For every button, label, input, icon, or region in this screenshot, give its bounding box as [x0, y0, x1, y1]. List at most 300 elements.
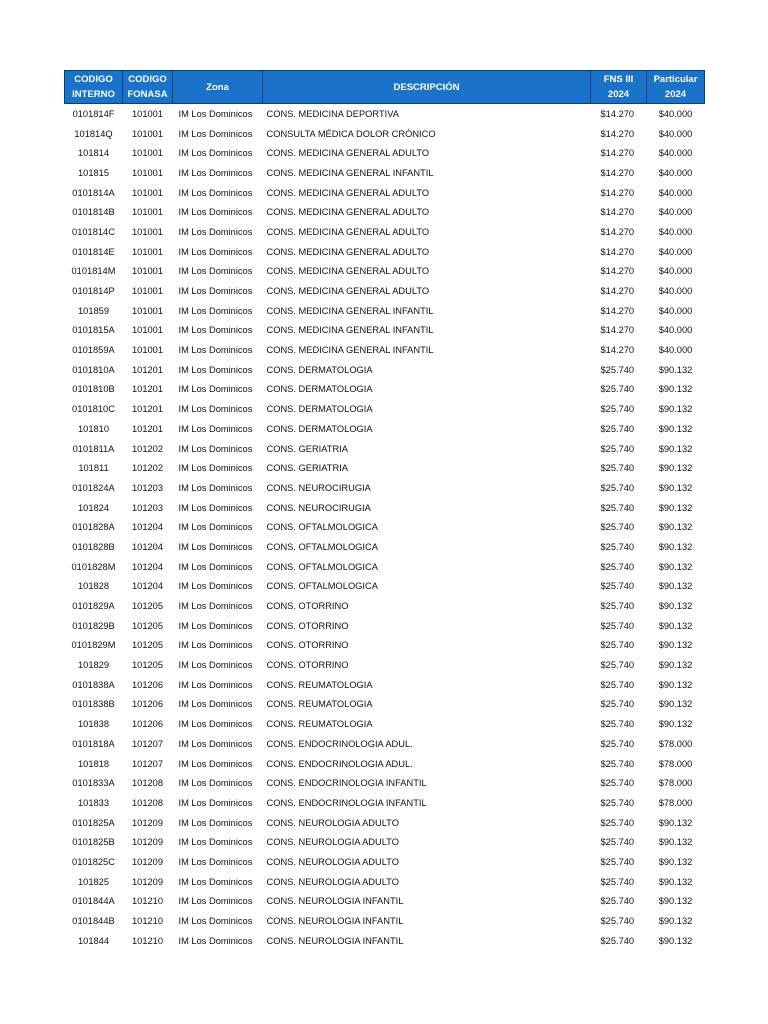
cell-descripcion: CONS. OTORRINO: [266, 640, 349, 651]
cell-particular: $78.000: [658, 738, 693, 749]
cell-codigo-fonasa: 101208: [131, 797, 164, 808]
cell-codigo-fonasa: 101202: [131, 443, 164, 454]
cell-descripcion: CONS. NEUROLOGIA INFANTIL: [266, 935, 404, 946]
cell-particular: $90.132: [658, 620, 693, 631]
cell-codigo-interno: 101829: [77, 660, 110, 671]
table-row[interactable]: [65, 714, 705, 734]
cell-codigo-interno: 0101833A: [72, 778, 115, 789]
cell-codigo-fonasa: 101001: [131, 207, 164, 218]
cell-zona: IM Los Dominicos: [178, 167, 253, 178]
cell-particular: $90.132: [658, 404, 693, 415]
cell-zona: IM Los Dominicos: [178, 896, 253, 907]
cell-codigo-interno: 0101838B: [72, 699, 115, 710]
cell-descripcion: CONS. OFTALMOLOGICA: [266, 541, 378, 552]
cell-zona: IM Los Dominicos: [178, 817, 253, 828]
table-row[interactable]: [65, 104, 705, 124]
cell-particular: $90.132: [658, 423, 693, 434]
cell-zona: IM Los Dominicos: [178, 758, 253, 769]
cell-particular: $40.000: [658, 167, 693, 178]
table-row[interactable]: [65, 813, 705, 833]
cell-fns: $25.740: [600, 837, 635, 848]
cell-codigo-interno: 0101814A: [72, 187, 115, 198]
cell-codigo-fonasa: 101001: [131, 325, 164, 336]
cell-zona: IM Los Dominicos: [178, 719, 253, 730]
table-row[interactable]: [65, 124, 705, 144]
cell-codigo-fonasa: 101205: [131, 660, 164, 671]
table-row[interactable]: [65, 183, 705, 203]
cell-zona: IM Los Dominicos: [178, 207, 253, 218]
table-row[interactable]: [65, 557, 705, 577]
cell-codigo-fonasa: 101204: [131, 541, 164, 552]
cell-descripcion: CONS. ENDOCRINOLOGIA INFANTIL: [266, 797, 427, 808]
table-row[interactable]: [65, 301, 705, 321]
cell-descripcion: CONS. MEDICINA GENERAL INFANTIL: [266, 325, 434, 336]
cell-zona: IM Los Dominicos: [178, 463, 253, 474]
cell-descripcion: CONS. NEUROLOGIA ADULTO: [266, 856, 399, 867]
cell-fns: $25.740: [600, 561, 635, 572]
table-row[interactable]: [65, 380, 705, 400]
cell-descripcion: CONS. MEDICINA GENERAL INFANTIL: [266, 345, 434, 356]
cell-fns: $25.740: [600, 463, 635, 474]
table-row[interactable]: [65, 734, 705, 754]
cell-particular: $78.000: [658, 797, 693, 808]
table-row[interactable]: [65, 892, 705, 912]
cell-descripcion: CONS. MEDICINA GENERAL ADULTO: [266, 246, 430, 257]
table-row[interactable]: [65, 636, 705, 656]
cell-codigo-interno: 0101844A: [72, 896, 115, 907]
cell-codigo-fonasa: 101204: [131, 561, 164, 572]
cell-fns: $25.740: [600, 719, 635, 730]
cell-zona: IM Los Dominicos: [178, 856, 253, 867]
cell-codigo-fonasa: 101207: [131, 738, 164, 749]
cell-codigo-interno: 101859: [77, 305, 110, 316]
cell-zona: IM Los Dominicos: [178, 581, 253, 592]
cell-fns: $25.740: [600, 876, 635, 887]
table-row[interactable]: [65, 675, 705, 695]
cell-zona: IM Los Dominicos: [178, 522, 253, 533]
cell-zona: IM Los Dominicos: [178, 502, 253, 513]
cell-particular: $78.000: [658, 758, 693, 769]
cell-fns: $14.270: [600, 128, 635, 139]
cell-fns: $25.740: [600, 522, 635, 533]
cell-descripcion: CONS. MEDICINA GENERAL ADULTO: [266, 207, 430, 218]
cell-codigo-interno: 101828: [77, 581, 110, 592]
cell-fns: $25.740: [600, 916, 635, 927]
cell-fns: $14.270: [600, 286, 635, 297]
cell-fns: $25.740: [600, 758, 635, 769]
header-fns-line1: FNS III: [603, 74, 634, 85]
table-row[interactable]: [65, 281, 705, 301]
cell-descripcion: CONS. OFTALMOLOGICA: [266, 581, 378, 592]
cell-codigo-interno: 0101859A: [72, 345, 115, 356]
cell-fns: $14.270: [600, 266, 635, 277]
cell-codigo-interno: 0101814E: [72, 246, 115, 257]
cell-codigo-fonasa: 101206: [131, 719, 164, 730]
cell-descripcion: CONS. DERMATOLOGIA: [266, 364, 373, 375]
cell-particular: $90.132: [658, 935, 693, 946]
table-row[interactable]: [65, 399, 705, 419]
cell-codigo-interno: 101815: [77, 167, 110, 178]
cell-particular: $90.132: [658, 463, 693, 474]
cell-descripcion: CONS. NEUROLOGIA ADULTO: [266, 817, 399, 828]
cell-codigo-interno: 101811: [78, 463, 109, 474]
cell-codigo-fonasa: 101001: [131, 187, 164, 198]
cell-codigo-interno: 0101828M: [71, 561, 116, 572]
cell-particular: $40.000: [658, 286, 693, 297]
table-row[interactable]: [65, 577, 705, 597]
table-row[interactable]: [65, 773, 705, 793]
cell-particular: $90.132: [658, 640, 693, 651]
cell-descripcion: CONS. MEDICINA GENERAL INFANTIL: [266, 167, 434, 178]
cell-fns: $25.740: [600, 541, 635, 552]
cell-descripcion: CONS. OTORRINO: [266, 660, 349, 671]
cell-zona: IM Los Dominicos: [178, 541, 253, 552]
cell-descripcion: CONS. MEDICINA GENERAL ADULTO: [266, 266, 430, 277]
cell-codigo-interno: 0101814B: [72, 207, 115, 218]
table-row[interactable]: [65, 419, 705, 439]
cell-zona: IM Los Dominicos: [178, 916, 253, 927]
cell-descripcion: CONS. MEDICINA GENERAL INFANTIL: [266, 305, 434, 316]
cell-codigo-fonasa: 101203: [131, 482, 164, 493]
cell-descripcion: CONS. REUMATOLOGIA: [266, 699, 373, 710]
header-codigo-interno-line1: CODIGO: [74, 74, 113, 85]
cell-codigo-fonasa: 101001: [131, 345, 164, 356]
cell-codigo-fonasa: 101001: [131, 305, 164, 316]
cell-codigo-interno: 0101814P: [72, 286, 115, 297]
cell-descripcion: CONS. ENDOCRINOLOGIA ADUL.: [266, 738, 413, 749]
cell-zona: IM Los Dominicos: [178, 620, 253, 631]
cell-descripcion: CONS. REUMATOLOGIA: [266, 679, 373, 690]
cell-zona: IM Los Dominicos: [178, 876, 253, 887]
cell-codigo-fonasa: 101201: [131, 384, 164, 395]
cell-zona: IM Los Dominicos: [178, 778, 253, 789]
cell-zona: IM Los Dominicos: [178, 286, 253, 297]
cell-codigo-interno: 0101829B: [72, 620, 115, 631]
cell-fns: $25.740: [600, 679, 635, 690]
cell-codigo-fonasa: 101203: [131, 502, 164, 513]
cell-codigo-fonasa: 101201: [131, 364, 164, 375]
cell-codigo-fonasa: 101001: [131, 226, 164, 237]
cell-zona: IM Los Dominicos: [178, 797, 253, 808]
price-table-container: [64, 70, 704, 951]
table-row[interactable]: [65, 163, 705, 183]
cell-codigo-fonasa: 101001: [131, 286, 164, 297]
table-row[interactable]: [65, 793, 705, 813]
cell-fns: $25.740: [600, 620, 635, 631]
cell-descripcion: CONSULTA MÉDICA DOLOR CRÓNICO: [266, 128, 436, 139]
cell-particular: $90.132: [658, 896, 693, 907]
header-particular-line1: Particular: [653, 74, 698, 85]
cell-particular: $90.132: [658, 817, 693, 828]
cell-particular: $90.132: [658, 837, 693, 848]
cell-zona: IM Los Dominicos: [178, 423, 253, 434]
table-row[interactable]: [65, 478, 705, 498]
cell-particular: $40.000: [658, 325, 693, 336]
cell-particular: $40.000: [658, 266, 693, 277]
cell-zona: IM Los Dominicos: [178, 443, 253, 454]
table-row[interactable]: [65, 458, 705, 478]
cell-codigo-interno: 0101829M: [71, 640, 116, 651]
table-row[interactable]: [65, 340, 705, 360]
header-codigo-fonasa[interactable]: [123, 71, 173, 104]
cell-fns: $25.740: [600, 778, 635, 789]
cell-codigo-fonasa: 101209: [131, 837, 164, 848]
cell-fns: $25.740: [600, 699, 635, 710]
cell-codigo-interno: 101814Q: [74, 128, 113, 139]
cell-zona: IM Los Dominicos: [178, 266, 253, 277]
cell-codigo-interno: 0101814C: [72, 226, 115, 237]
cell-particular: $90.132: [658, 482, 693, 493]
header-fns[interactable]: [591, 71, 647, 104]
cell-codigo-interno: 0101810C: [72, 404, 115, 415]
table-row[interactable]: [65, 439, 705, 459]
header-codigo-fonasa-line1: CODIGO: [128, 74, 167, 85]
cell-descripcion: CONS. NEUROLOGIA INFANTIL: [266, 896, 404, 907]
cell-zona: IM Los Dominicos: [178, 561, 253, 572]
header-descripcion[interactable]: DESCRIPCIÓN: [263, 71, 591, 104]
table-row[interactable]: [65, 262, 705, 282]
table-row[interactable]: [65, 931, 705, 951]
cell-codigo-fonasa: 101209: [131, 856, 164, 867]
header-zona[interactable]: Zona: [173, 71, 263, 104]
cell-fns: $25.740: [600, 482, 635, 493]
cell-fns: $14.270: [600, 207, 635, 218]
cell-particular: $90.132: [658, 660, 693, 671]
cell-particular: $90.132: [658, 916, 693, 927]
cell-zona: IM Los Dominicos: [178, 699, 253, 710]
cell-zona: IM Los Dominicos: [178, 640, 253, 651]
cell-codigo-fonasa: 101001: [131, 246, 164, 257]
table-row[interactable]: [65, 517, 705, 537]
cell-particular: $40.000: [658, 128, 693, 139]
cell-codigo-interno: 101818: [77, 758, 110, 769]
cell-fns: $25.740: [600, 817, 635, 828]
table-row[interactable]: [65, 202, 705, 222]
cell-fns: $14.270: [600, 226, 635, 237]
cell-particular: $78.000: [658, 778, 693, 789]
cell-fns: $25.740: [600, 935, 635, 946]
cell-zona: IM Los Dominicos: [178, 837, 253, 848]
cell-codigo-interno: 0101810B: [72, 384, 115, 395]
header-row: [65, 71, 705, 104]
cell-particular: $90.132: [658, 522, 693, 533]
table-row[interactable]: [65, 655, 705, 675]
cell-particular: $90.132: [658, 856, 693, 867]
cell-fns: $25.740: [600, 601, 635, 612]
cell-particular: $90.132: [658, 443, 693, 454]
table-row[interactable]: [65, 872, 705, 892]
cell-codigo-fonasa: 101001: [131, 167, 164, 178]
cell-descripcion: CONS. DERMATOLOGIA: [266, 404, 373, 415]
cell-codigo-fonasa: 101205: [131, 620, 164, 631]
cell-particular: $40.000: [658, 207, 693, 218]
cell-zona: IM Los Dominicos: [178, 246, 253, 257]
cell-codigo-interno: 0101825B: [72, 837, 115, 848]
cell-codigo-interno: 0101828A: [72, 522, 115, 533]
cell-descripcion: CONS. NEUROLOGIA ADULTO: [266, 876, 399, 887]
cell-zona: IM Los Dominicos: [178, 128, 253, 139]
header-fns-line2: 2024: [607, 89, 630, 100]
cell-codigo-interno: 0101811A: [72, 443, 115, 454]
cell-codigo-interno: 0101825C: [72, 856, 115, 867]
cell-zona: IM Los Dominicos: [178, 226, 253, 237]
cell-zona: IM Los Dominicos: [178, 601, 253, 612]
cell-codigo-interno: 0101829A: [72, 601, 115, 612]
cell-codigo-fonasa: 101001: [131, 128, 164, 139]
cell-codigo-fonasa: 101205: [131, 601, 164, 612]
cell-zona: IM Los Dominicos: [178, 384, 253, 395]
header-codigo-fonasa-line2: FONASA: [127, 89, 168, 100]
cell-codigo-interno: 0101828B: [72, 541, 115, 552]
table-row[interactable]: [65, 537, 705, 557]
cell-fns: $25.740: [600, 404, 635, 415]
cell-fns: $14.270: [600, 246, 635, 257]
cell-codigo-fonasa: 101201: [131, 423, 164, 434]
cell-particular: $90.132: [658, 581, 693, 592]
cell-particular: $90.132: [658, 561, 693, 572]
cell-codigo-fonasa: 101202: [131, 463, 164, 474]
table-header: [65, 71, 705, 104]
header-codigo-interno-line2: INTERNO: [72, 89, 115, 100]
cell-codigo-interno: 101814: [77, 148, 110, 159]
cell-codigo-fonasa: 101205: [131, 640, 164, 651]
cell-codigo-interno: 0101815A: [72, 325, 115, 336]
cell-zona: IM Los Dominicos: [178, 679, 253, 690]
cell-particular: $90.132: [658, 502, 693, 513]
cell-descripcion: CONS. MEDICINA GENERAL ADULTO: [266, 148, 430, 159]
cell-zona: IM Los Dominicos: [178, 325, 253, 336]
cell-codigo-fonasa: 101201: [131, 404, 164, 415]
cell-codigo-fonasa: 101001: [131, 108, 164, 119]
cell-fns: $25.740: [600, 581, 635, 592]
cell-codigo-interno: 101810: [77, 423, 110, 434]
cell-descripcion: CONS. ENDOCRINOLOGIA ADUL.: [266, 758, 413, 769]
cell-codigo-interno: 0101814M: [71, 266, 116, 277]
cell-particular: $90.132: [658, 719, 693, 730]
cell-codigo-fonasa: 101204: [131, 522, 164, 533]
cell-codigo-interno: 101844: [77, 935, 110, 946]
cell-fns: $14.270: [600, 108, 635, 119]
header-particular[interactable]: [647, 71, 705, 104]
table-row[interactable]: [65, 616, 705, 636]
table-row[interactable]: [65, 695, 705, 715]
cell-zona: IM Los Dominicos: [178, 364, 253, 375]
cell-descripcion: CONS. NEUROCIRUGIA: [266, 482, 371, 493]
cell-particular: $90.132: [658, 384, 693, 395]
table-row[interactable]: [65, 321, 705, 341]
cell-descripcion: CONS. MEDICINA DEPORTIVA: [266, 108, 399, 119]
table-row[interactable]: [65, 360, 705, 380]
cell-fns: $25.740: [600, 856, 635, 867]
cell-descripcion: CONS. MEDICINA GENERAL ADULTO: [266, 286, 430, 297]
cell-codigo-fonasa: 101204: [131, 581, 164, 592]
table-row[interactable]: [65, 242, 705, 262]
cell-fns: $14.270: [600, 325, 635, 336]
table-row[interactable]: [65, 498, 705, 518]
cell-particular: $40.000: [658, 226, 693, 237]
cell-codigo-interno: 101838: [77, 719, 110, 730]
cell-codigo-fonasa: 101206: [131, 679, 164, 690]
table-row[interactable]: [65, 852, 705, 872]
cell-fns: $14.270: [600, 187, 635, 198]
cell-descripcion: CONS. MEDICINA GENERAL ADULTO: [266, 226, 430, 237]
cell-codigo-interno: 0101838A: [72, 679, 115, 690]
cell-codigo-interno: 0101818A: [72, 738, 115, 749]
cell-zona: IM Los Dominicos: [178, 404, 253, 415]
cell-codigo-interno: 0101810A: [72, 364, 115, 375]
table-row[interactable]: [65, 911, 705, 931]
table-body: [65, 104, 705, 951]
cell-fns: $25.740: [600, 896, 635, 907]
cell-zona: IM Los Dominicos: [178, 305, 253, 316]
table-row[interactable]: [65, 754, 705, 774]
cell-fns: $25.740: [600, 797, 635, 808]
cell-particular: $40.000: [658, 108, 693, 119]
cell-fns: $25.740: [600, 384, 635, 395]
cell-descripcion: CONS. DERMATOLOGIA: [266, 384, 373, 395]
cell-codigo-interno: 101833: [77, 797, 110, 808]
cell-fns: $25.740: [600, 640, 635, 651]
cell-descripcion: CONS. GERIATRIA: [266, 463, 348, 474]
cell-codigo-fonasa: 101001: [131, 148, 164, 159]
cell-codigo-fonasa: 101001: [131, 266, 164, 277]
table-row[interactable]: [65, 832, 705, 852]
cell-descripcion: CONS. REUMATOLOGIA: [266, 719, 373, 730]
cell-zona: IM Los Dominicos: [178, 482, 253, 493]
cell-codigo-interno: 0101844B: [72, 916, 115, 927]
cell-codigo-fonasa: 101210: [131, 896, 164, 907]
cell-codigo-interno: 0101824A: [72, 482, 115, 493]
cell-descripcion: CONS. NEUROLOGIA INFANTIL: [266, 916, 404, 927]
cell-codigo-fonasa: 101208: [131, 778, 164, 789]
cell-descripcion: CONS. NEUROCIRUGIA: [266, 502, 371, 513]
cell-particular: $90.132: [658, 876, 693, 887]
cell-descripcion: CONS. ENDOCRINOLOGIA INFANTIL: [266, 778, 427, 789]
cell-particular: $90.132: [658, 541, 693, 552]
cell-fns: $14.270: [600, 345, 635, 356]
cell-particular: $90.132: [658, 699, 693, 710]
cell-codigo-fonasa: 101210: [131, 916, 164, 927]
cell-descripcion: CONS. OFTALMOLOGICA: [266, 522, 378, 533]
cell-descripcion: CONS. GERIATRIA: [266, 443, 348, 454]
header-codigo-interno[interactable]: [65, 71, 123, 104]
cell-descripcion: CONS. OTORRINO: [266, 620, 349, 631]
cell-zona: IM Los Dominicos: [178, 660, 253, 671]
cell-particular: $40.000: [658, 345, 693, 356]
cell-codigo-fonasa: 101210: [131, 935, 164, 946]
cell-particular: $40.000: [658, 148, 693, 159]
table-row[interactable]: [65, 143, 705, 163]
cell-descripcion: CONS. OFTALMOLOGICA: [266, 561, 378, 572]
cell-particular: $40.000: [658, 305, 693, 316]
price-table: [64, 70, 705, 951]
cell-descripcion: CONS. DERMATOLOGIA: [266, 423, 373, 434]
cell-particular: $90.132: [658, 601, 693, 612]
cell-codigo-fonasa: 101209: [131, 876, 164, 887]
header-particular-line2: 2024: [664, 89, 687, 100]
cell-zona: IM Los Dominicos: [178, 148, 253, 159]
table-row[interactable]: [65, 596, 705, 616]
cell-codigo-interno: 101825: [77, 876, 110, 887]
cell-descripcion: CONS. NEUROLOGIA ADULTO: [266, 837, 399, 848]
table-row[interactable]: [65, 222, 705, 242]
cell-zona: IM Los Dominicos: [178, 738, 253, 749]
cell-fns: $14.270: [600, 305, 635, 316]
cell-fns: $14.270: [600, 167, 635, 178]
cell-codigo-fonasa: 101207: [131, 758, 164, 769]
cell-zona: IM Los Dominicos: [178, 187, 253, 198]
cell-descripcion: CONS. MEDICINA GENERAL ADULTO: [266, 187, 430, 198]
